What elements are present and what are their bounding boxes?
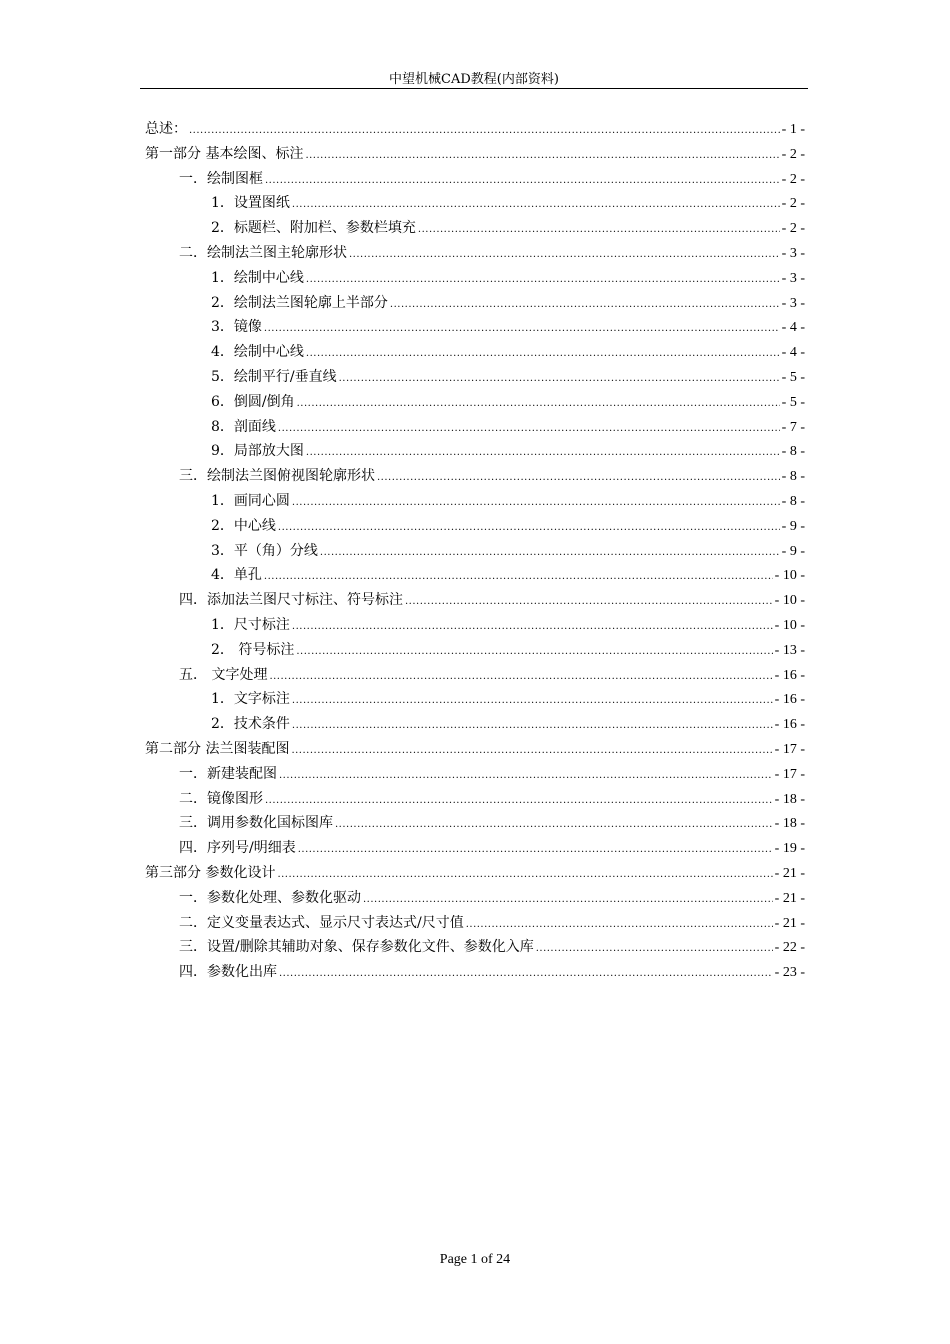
toc-dot-leader — [363, 888, 773, 913]
toc-entry[interactable] — [145, 340, 805, 365]
toc-entry[interactable] — [145, 390, 805, 415]
toc-entry[interactable] — [145, 911, 805, 936]
toc-entry-title: 四．序列号/明细表 — [179, 840, 296, 857]
toc-entry-page: - 17 - — [774, 766, 805, 782]
toc-entry-title: 三．设置/删除其辅助对象、保存参数化文件、参数化入库 — [179, 939, 534, 956]
toc-dot-leader — [291, 739, 772, 764]
toc-entry-page: - 2 - — [781, 171, 805, 187]
toc-entry-title: 1．设置图纸 — [211, 195, 290, 212]
toc-entry-title: 二．镜像图形 — [179, 790, 263, 807]
toc-entry[interactable] — [145, 241, 805, 266]
toc-dot-leader — [466, 913, 773, 938]
toc-entry-page: - 10 - — [774, 593, 805, 609]
toc-dot-leader — [536, 937, 773, 962]
toc-entry-page: - 16 - — [774, 717, 805, 733]
page-header — [140, 72, 808, 88]
toc-dot-leader — [189, 119, 780, 144]
toc-dot-leader — [292, 689, 773, 714]
toc-entry-page: - 8 - — [781, 493, 805, 509]
toc-entry-page: - 17 - — [774, 741, 805, 757]
toc-entry-page: - 2 - — [781, 146, 805, 162]
toc-entry-page: - 8 - — [781, 469, 805, 485]
toc-entry-page: - 4 - — [781, 320, 805, 336]
toc-entry[interactable] — [145, 563, 805, 588]
toc-entry[interactable] — [145, 117, 805, 142]
toc-entry-page: - 9 - — [781, 543, 805, 559]
toc-entry-title: 1．尺寸标注 — [211, 616, 290, 633]
toc-entry-page: - 4 - — [781, 345, 805, 361]
toc-entry-page: - 21 - — [774, 865, 805, 881]
toc-dot-leader — [405, 590, 773, 615]
toc-entry-title: 三．绘制法兰图俯视图轮廓形状 — [179, 468, 375, 485]
toc-entry-page: - 7 - — [781, 419, 805, 435]
toc-entry[interactable] — [145, 439, 805, 464]
toc-entry-title: 一．新建装配图 — [179, 765, 277, 782]
toc-entry-page: - 2 - — [781, 221, 805, 237]
toc-entry-page: - 16 - — [774, 667, 805, 683]
toc-entry-page: - 5 - — [781, 369, 805, 385]
toc-entry-title: 2．中心线 — [211, 517, 276, 534]
toc-entry[interactable] — [145, 191, 805, 216]
header-rule — [140, 88, 808, 89]
toc-entry[interactable] — [145, 489, 805, 514]
toc-entry-page: - 21 - — [774, 890, 805, 906]
toc-entry-title: 2．技术条件 — [211, 716, 290, 733]
toc-dot-leader — [418, 218, 780, 243]
toc-entry-title: 一．参数化处理、参数化驱动 — [179, 889, 361, 906]
toc-entry-page: - 1 - — [781, 122, 805, 137]
toc-dot-leader — [269, 665, 772, 690]
toc-entry-title: 第一部分 基本绘图、标注 — [145, 145, 304, 162]
toc-entry[interactable] — [145, 861, 805, 886]
toc-entry[interactable] — [145, 539, 805, 564]
toc-dot-leader — [296, 640, 772, 665]
toc-entry-title: 四．添加法兰图尺寸标注、符号标注 — [179, 592, 403, 609]
toc-dot-leader — [306, 441, 780, 466]
toc-dot-leader — [264, 317, 780, 342]
toc-entry[interactable] — [145, 514, 805, 539]
toc-entry[interactable] — [145, 762, 805, 787]
toc-entry[interactable] — [145, 836, 805, 861]
toc-entry-page: - 16 - — [774, 692, 805, 708]
toc-dot-leader — [277, 863, 772, 888]
header-title: 中望机械CAD教程(内部资料) — [389, 72, 559, 87]
toc-entry[interactable] — [145, 415, 805, 440]
toc-dot-leader — [292, 193, 780, 218]
toc-entry[interactable] — [145, 687, 805, 712]
toc-entry-title: 三．调用参数化国标图库 — [179, 815, 333, 832]
toc-entry-page: - 8 - — [781, 444, 805, 460]
toc-entry-title: 1．画同心圆 — [211, 492, 290, 509]
toc-entry-page: - 10 - — [774, 568, 805, 584]
toc-entry-page: - 18 - — [774, 816, 805, 832]
toc-entry[interactable] — [145, 365, 805, 390]
toc-entry-title: 二．绘制法兰图主轮廓形状 — [179, 244, 347, 261]
toc-entry-title: 2．标题栏、附加栏、参数栏填充 — [211, 220, 416, 237]
toc-dot-leader — [278, 417, 780, 442]
toc-entry[interactable] — [145, 737, 805, 762]
toc-entry-page: - 3 - — [781, 270, 805, 286]
toc-entry[interactable] — [145, 787, 805, 812]
toc-entry-title: 9．局部放大图 — [211, 443, 304, 460]
toc-dot-leader — [265, 169, 780, 194]
toc-entry-page: - 3 - — [781, 295, 805, 311]
toc-entry[interactable] — [145, 935, 805, 960]
toc-entry[interactable] — [145, 291, 805, 316]
toc-entry[interactable] — [145, 588, 805, 613]
toc-entry-page: - 9 - — [781, 518, 805, 534]
toc-entry-page: - 19 - — [774, 841, 805, 857]
toc-entry-page: - 13 - — [774, 642, 805, 658]
toc-entry-title: 6．倒圆/倒角 — [211, 393, 295, 410]
page-footer — [0, 1251, 950, 1269]
toc-dot-leader — [377, 466, 780, 491]
toc-dot-leader — [292, 491, 780, 516]
toc-entry[interactable] — [145, 811, 805, 836]
toc-entry-title: 4．单孔 — [211, 567, 262, 584]
toc-entry-page: - 18 - — [774, 791, 805, 807]
toc-dot-leader — [339, 367, 780, 392]
toc-dot-leader — [264, 565, 773, 590]
toc-entry-title: 五． 文字处理 — [179, 666, 268, 683]
page-number: Page 1 of 24 — [439, 1252, 511, 1267]
toc-entry-page: - 3 - — [781, 245, 805, 261]
toc-dot-leader — [306, 268, 780, 293]
toc-dot-leader — [297, 392, 780, 417]
toc-dot-leader — [349, 243, 780, 268]
toc-dot-leader — [306, 342, 780, 367]
toc-entry[interactable] — [145, 216, 805, 241]
toc-entry-page: - 21 - — [774, 915, 805, 931]
toc-entry[interactable] — [145, 266, 805, 291]
toc-dot-leader — [320, 541, 780, 566]
toc-entry-title: 一．绘制图框 — [179, 170, 263, 187]
toc-entry-title: 4．绘制中心线 — [211, 344, 304, 361]
toc-entry-page: - 5 - — [781, 394, 805, 410]
toc-entry-title: 3．镜像 — [211, 319, 262, 336]
toc-entry-page: - 22 - — [774, 940, 805, 956]
toc-entry-title: 第三部分 参数化设计 — [145, 864, 276, 881]
toc-entry-title: 第二部分 法兰图装配图 — [145, 740, 290, 757]
toc-entry-title: 2． 符号标注 — [211, 641, 295, 658]
toc-entry-page: - 23 - — [774, 965, 805, 981]
toc-dot-leader — [279, 764, 773, 789]
toc-entry[interactable] — [145, 613, 805, 638]
toc-entry-title: 3．平（角）分线 — [211, 542, 318, 559]
toc-entry[interactable] — [145, 315, 805, 340]
toc-entry[interactable] — [145, 142, 805, 167]
toc-dot-leader — [335, 813, 773, 838]
toc-entry-title: 2．绘制法兰图轮廓上半部分 — [211, 294, 388, 311]
toc-entry-title: 1．绘制中心线 — [211, 269, 304, 286]
toc-entry[interactable] — [145, 712, 805, 737]
toc-dot-leader — [265, 789, 773, 814]
toc-dot-leader — [279, 962, 773, 987]
toc-entry-page: - 10 - — [774, 617, 805, 633]
toc-dot-leader — [305, 144, 779, 169]
toc-dot-leader — [278, 516, 780, 541]
toc-entry-title: 8．剖面线 — [211, 418, 276, 435]
toc-dot-leader — [390, 293, 780, 318]
toc-dot-leader — [292, 615, 773, 640]
toc-entry-title: 四．参数化出库 — [179, 964, 277, 981]
toc-entry[interactable] — [145, 886, 805, 911]
toc-entry-title: 二．定义变量表达式、显示尺寸表达式/尺寸值 — [179, 914, 464, 931]
toc-entry-title: 5．绘制平行/垂直线 — [211, 368, 337, 385]
toc-entry-page: - 2 - — [781, 196, 805, 212]
toc-dot-leader — [298, 838, 773, 863]
toc-entry-title: 1．文字标注 — [211, 691, 290, 708]
toc-entry[interactable] — [145, 663, 805, 688]
toc-dot-leader — [292, 714, 773, 739]
toc-entry[interactable] — [145, 638, 805, 663]
table-of-contents — [145, 117, 805, 985]
toc-entry[interactable] — [145, 960, 805, 985]
toc-entry[interactable] — [145, 167, 805, 192]
toc-entry-title: 总述： — [145, 121, 187, 137]
toc-entry[interactable] — [145, 464, 805, 489]
